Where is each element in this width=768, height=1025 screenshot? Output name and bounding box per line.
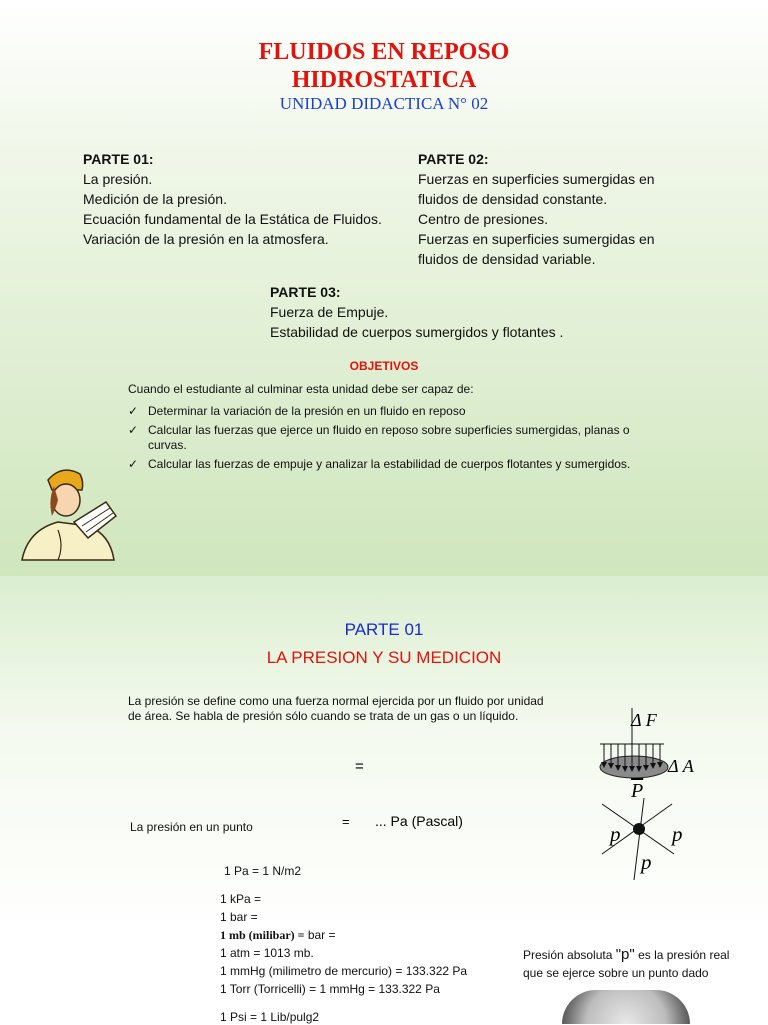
objetivos-intro: Cuando el estudiante al culminar esta unidad debe ser capaz de: bbox=[128, 382, 474, 396]
p-left-label: p bbox=[610, 822, 621, 846]
psi-definition: 1 Psi = 1 Lib/pulg2 bbox=[220, 1010, 320, 1024]
pa-definition: 1 Pa = 1 N/m2 bbox=[224, 864, 302, 878]
units-list bbox=[220, 890, 467, 998]
title-line-1: FLUIDOS EN REPOSO bbox=[258, 39, 510, 65]
parte-02-item: fluidos de densidad constante. bbox=[418, 191, 608, 207]
objetivo-item: ✓ Calcular las fuerzas que ejerce un fluido en reposo sobre superficies sumergidas, planas o curvas. bbox=[128, 423, 630, 452]
parte-03-item: Estabilidad de cuerpos sumergidos y flotantes . bbox=[270, 324, 564, 340]
p-bottom-label: p bbox=[641, 850, 652, 874]
presion-punto-label: La presión en un punto bbox=[130, 820, 253, 834]
slide-2 bbox=[0, 576, 768, 1024]
parte-01-item: Variación de la presión en la atmosfera. bbox=[83, 231, 329, 247]
check-icon: ✓ bbox=[128, 457, 139, 471]
parte-02-item: Centro de presiones. bbox=[418, 211, 548, 227]
parte-01-title: PARTE 01 bbox=[344, 620, 424, 639]
parte-01-item: La presión. bbox=[83, 171, 153, 187]
presion-subtitle: LA PRESION Y SU MEDICION bbox=[266, 648, 502, 667]
unit-atm: 1 atm = 1013 mb. bbox=[220, 946, 314, 960]
parte-01-heading: PARTE 01: bbox=[83, 151, 154, 167]
parte-01-item: Medición de la presión. bbox=[83, 191, 227, 207]
presion-punto-equals: = bbox=[342, 814, 350, 829]
delta-a-label: Δ A bbox=[668, 756, 694, 776]
objetivo-item: ✓ Determinar la variación de la presión en un fluido en reposo bbox=[128, 404, 466, 418]
parte-01-block bbox=[83, 149, 382, 249]
parte-02-item: Fuerzas en superficies sumergidas en bbox=[418, 231, 655, 247]
equals-sign: = bbox=[355, 758, 364, 775]
p-vector-label: $\overline{P}$ bbox=[631, 780, 644, 802]
unidad-label: UNIDAD DIDACTICA N° 02 bbox=[279, 94, 489, 113]
parte-03-item: Fuerza de Empuje. bbox=[270, 304, 389, 320]
presion-absoluta-text: Presión absoluta "p" es la presión real que se ejerce sobre un punto dado bbox=[523, 946, 730, 980]
parte-02-item: fluidos de densidad variable. bbox=[418, 251, 596, 267]
objetivos-list bbox=[128, 404, 668, 476]
parte-03-heading: PARTE 03: bbox=[270, 284, 341, 300]
parte-02-block bbox=[418, 149, 655, 269]
pascal-unit: ... Pa (Pascal) bbox=[375, 813, 463, 829]
parte-03-block bbox=[270, 282, 563, 342]
objetivo-item: ✓ Calcular las fuerzas de empuje y analizar la estabilidad de cuerpos flotantes y sumergidos. bbox=[128, 457, 631, 471]
unit-mmhg: 1 mmHg (milimetro de mercurio) = 133.322 Pa bbox=[220, 964, 468, 978]
parte-02-item: Fuerzas en superficies sumergidas en bbox=[418, 171, 655, 187]
pressure-gauge-photo bbox=[562, 990, 690, 1024]
definition-text: La presión se define como una fuerza normal ejercida por un fluido por unidad de área. Se habla de presión sólo cuando se trata de un gas o un líquido. bbox=[128, 694, 544, 723]
objetivos-heading: OBJETIVOS bbox=[349, 359, 419, 373]
parte-02-heading: PARTE 02: bbox=[418, 151, 489, 167]
delta-f-label: Δ F bbox=[631, 710, 657, 730]
p-right-label: p bbox=[672, 822, 683, 846]
parte-01-item: Ecuación fundamental de la Estática de Fluidos. bbox=[83, 211, 382, 227]
check-icon: ✓ bbox=[128, 404, 139, 418]
unit-kpa: 1 kPa = bbox=[220, 892, 262, 906]
check-icon: ✓ bbox=[128, 423, 139, 437]
unit-torr: 1 Torr (Torricelli) = 1 mmHg = 133.322 Pa bbox=[220, 982, 440, 996]
engineer-clipart-icon bbox=[18, 460, 122, 564]
unit-mb: 1 mb (milibar) = bar = bbox=[220, 928, 336, 942]
title-line-2: HIDROSTATICA bbox=[291, 67, 477, 93]
unit-bar: 1 bar = bbox=[220, 910, 258, 924]
